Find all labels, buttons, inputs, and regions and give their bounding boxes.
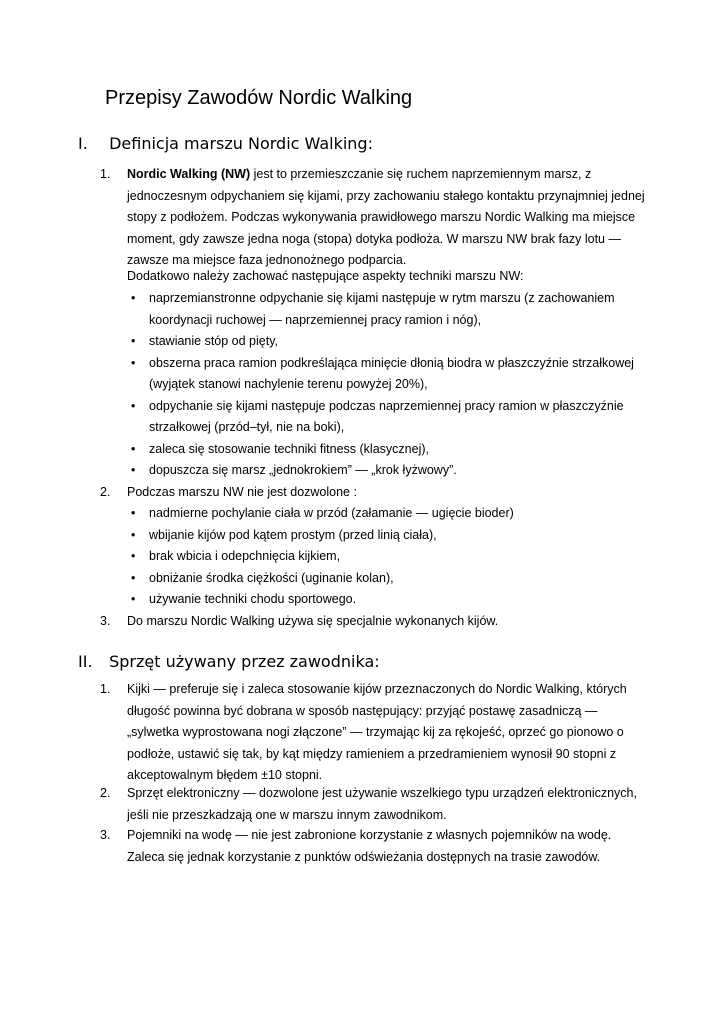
list-item: • obniżanie środka ciężkości (uginanie kolan), [127, 568, 647, 590]
forbidden-list [127, 503, 647, 611]
poles-paragraph: Do marszu Nordic Walking używa się specjalnie wykonanych kijów. [127, 614, 499, 628]
list-item: • obszerna praca ramion podkreślająca minięcie dłonią biodra w płaszczyźnie strzałkowej (wyjątek stanowi nachylenie terenu powyżej 20%), [127, 353, 647, 396]
section-2-number: II. [78, 652, 93, 671]
item-number: 2. [100, 786, 111, 800]
list-item: • nadmierne pochylanie ciała w przód (załamanie — ugięcie bioder) [127, 503, 647, 525]
definition-term: Nordic Walking (NW) [127, 167, 251, 181]
document-title: Przepisy Zawodów Nordic Walking [105, 87, 413, 109]
technique-intro: Dodatkowo należy zachować następujące aspekty techniki marszu NW: [127, 269, 524, 283]
list-item: • odpychanie się kijami następuje podczas naprzemiennej pracy ramion w płaszczyźnie strzałkowej (przód–tył, nie na boki), [127, 396, 647, 439]
item-number: 3. [100, 828, 111, 842]
item-number: 3. [100, 614, 111, 628]
list-item: • zaleca się stosowanie techniki fitness (klasycznej), [127, 439, 647, 461]
equipment-water-paragraph: Pojemniki na wodę — nie jest zabronione korzystanie z własnych pojemników na wodę. Zaleca się jednak korzystanie z punktów odświeżania dostępnych na trasie zawodów. [127, 828, 612, 864]
item-number: 1. [100, 167, 111, 181]
item-number: 1. [100, 682, 111, 696]
equipment-electronics-paragraph: Sprzęt elektroniczny — dozwolone jest używanie wszelkiego typu urządzeń elektronicznych, jeśli nie przeszkadzają one w marszu innym zawodnikom. [127, 786, 637, 822]
technique-list [127, 288, 647, 482]
forbidden-intro: Podczas marszu NW nie jest dozwolone : [127, 485, 357, 499]
section-2-title: Sprzęt używany przez zawodnika: [109, 652, 380, 671]
item-number: 2. [100, 485, 111, 499]
section-1-number: I. [78, 134, 88, 153]
definition-paragraph [127, 164, 647, 272]
list-item: • używanie techniki chodu sportowego. [127, 589, 647, 611]
section-2-heading [78, 651, 380, 673]
section-1-title: Definicja marszu Nordic Walking: [109, 134, 373, 153]
list-item: • wbijanie kijów pod kątem prostym (przed linią ciała), [127, 525, 647, 547]
equipment-poles-paragraph: Kijki — preferuje się i zaleca stosowanie kijów przeznaczonych do Nordic Walking, których długość powinna być dobrana w sposób następujący: przyjąć postawę zasadniczą — „sylwetka wyprostowana nogi złączone” — trzymając kij za rękojeść, oprzeć go pionowo o podłoże, ustawić się tak, by kąt między ramieniem a przedramieniem wynosił 90 stopni z akceptowalnym błędem ±10 stopni. [127, 682, 627, 782]
list-item: • stawianie stóp od pięty, [127, 331, 647, 353]
list-item: • brak wbicia i odepchnięcia kijkiem, [127, 546, 647, 568]
list-item: • naprzemianstronne odpychanie się kijami następuje w rytm marszu (z zachowaniem koordynacji ruchowej — naprzemiennej pracy ramion i nóg), [127, 288, 647, 331]
definition-text: jest to przemieszczanie się ruchem naprzemiennym marsz, z jednoczesnym odpychaniem się kijami, przy zachowaniu stałego kontaktu przynajmniej jednej stopy z podłożem. Podczas wykonywania prawidłowego marszu Nordic Walking ma miejsce moment, gdy zawsze jedna noga (stopa) dotyka podłoża. W marszu NW brak fazy lotu — zawsze ma miejsce faza jednonożnego podparcia. [127, 167, 645, 267]
section-1-heading [78, 133, 373, 155]
list-item: • dopuszcza się marsz „jednokrokiem” — „krok łyżwowy”. [127, 460, 647, 482]
